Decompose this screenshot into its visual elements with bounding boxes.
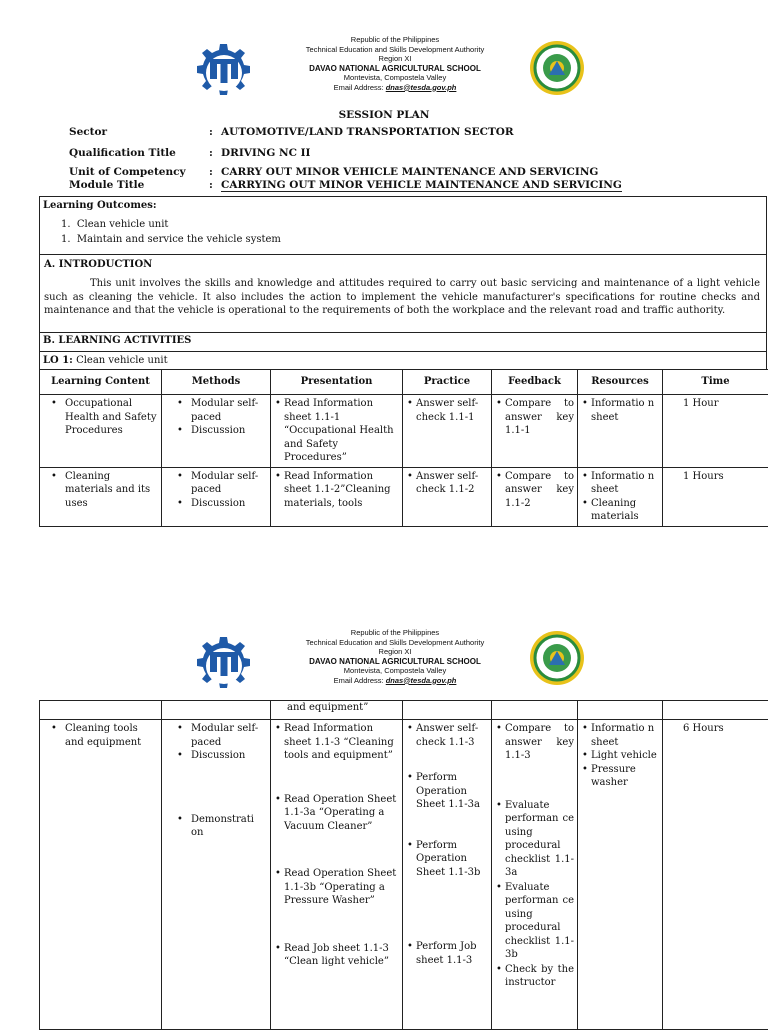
table-row: • Cleaning materials and its uses • Modular self-paced • Discussion • Read Information sheet 1.1-2”Cleaning materials, tools • Answer self-check 1.1-2 • Compare to answer key 1.1-2 • Informatio n sheet • Cleaning materials 1 Hours — [40, 467, 768, 526]
school-name: DAVAO NATIONAL AGRICULTURAL SCHOOL — [309, 657, 481, 666]
outcome-item: 1. Maintain and service the vehicle system — [61, 233, 281, 246]
learning-activities-table — [39, 369, 768, 527]
email-link[interactable]: dnas@tesda.gov.ph — [386, 83, 457, 92]
school-seal-icon — [529, 629, 585, 687]
session-plan-title: SESSION PLAN — [0, 109, 768, 121]
header-line-agency: Technical Education and Skills Development Authority — [270, 45, 520, 55]
introduction-text: This unit involves the skills and knowledge and attitudes required to carry out basic servicing and maintenance of a light vehicle such as cleaning the vehicle. It also includes the action to implement the vehicle manufacturer's specifications for routine checks and maintenance and that the vehicle is operational to the requirements of both the workplace and the relevant road and traffic authority. — [44, 277, 760, 318]
table-row: • Occupational Health and Safety Procedures • Modular self-paced • Discussion • Read Information sheet 1.1-1 “Occupational Health and Safety Procedures” • Answer self-check 1.1-1 • Compare to answer key 1.1-1 • Informatio n sheet 1 Hour — [40, 395, 768, 468]
table-header-row — [40, 370, 768, 395]
school-address: Montevista, Compostela Valley — [270, 666, 520, 676]
header-line-region: Region XI — [270, 647, 520, 657]
table-row: and equipment” — [40, 701, 768, 720]
tesda-logo-icon — [190, 37, 258, 105]
header-line-agency: Technical Education and Skills Development Authority — [270, 638, 520, 648]
header-line-region: Region XI — [270, 54, 520, 64]
email-label: Email Address: — [334, 83, 384, 92]
school-seal-icon — [529, 39, 585, 97]
school-name: DAVAO NATIONAL AGRICULTURAL SCHOOL — [309, 64, 481, 73]
email-label: Email Address: — [334, 676, 384, 685]
tesda-logo-icon — [190, 630, 258, 698]
header-line-republic: Republic of the Philippines — [270, 35, 520, 45]
col-header: Presentation — [271, 370, 403, 395]
activities-heading: B. LEARNING ACTIVITIES — [43, 334, 191, 347]
introduction-heading: A. INTRODUCTION — [44, 258, 152, 271]
email-link[interactable]: dnas@tesda.gov.ph — [386, 676, 457, 685]
col-header: Resources — [578, 370, 663, 395]
col-header: Methods — [162, 370, 271, 395]
table-row: • Cleaning tools and equipment • Modular self-paced • Discussion • Demonstrati on • Read Information sheet 1.1-3 “Cleaning tools and equipment” • Read Operation Sheet 1.1-3a “Operating a Vacuum Cleaner” • Read Operation Sheet 1.1-3b “Operating a Pressure Washer” • Read Job sheet 1.1-3 “Clean light vehicle” • Answer self-check 1.1-3 • Perform Operation Sheet 1.1-3a • Perform Operation Sheet 1.1-3b • Perform Job sheet 1.1-3 • Compare to answer key 1.1-3 • Evaluate performan ce using procedural checklist 1.1-3a • Evaluate performan ce using procedural checklist 1.1-3b • Check by the instructor • Informatio n sheet • Light vehicle • Pressure washer 6 Hours — [40, 720, 768, 1030]
outcome-item: 1. Clean vehicle unit — [61, 218, 168, 231]
lo-label: LO 1: Clean vehicle unit — [43, 354, 168, 367]
divider — [39, 254, 767, 255]
col-header: Time — [663, 370, 768, 395]
learning-activities-table-continued — [39, 700, 768, 1030]
header-line-republic: Republic of the Philippines — [270, 628, 520, 638]
col-header: Feedback — [492, 370, 578, 395]
col-header: Practice — [403, 370, 492, 395]
school-address: Montevista, Compostela Valley — [270, 73, 520, 83]
outcomes-heading: Learning Outcomes: — [43, 199, 157, 212]
col-header: Learning Content — [40, 370, 162, 395]
